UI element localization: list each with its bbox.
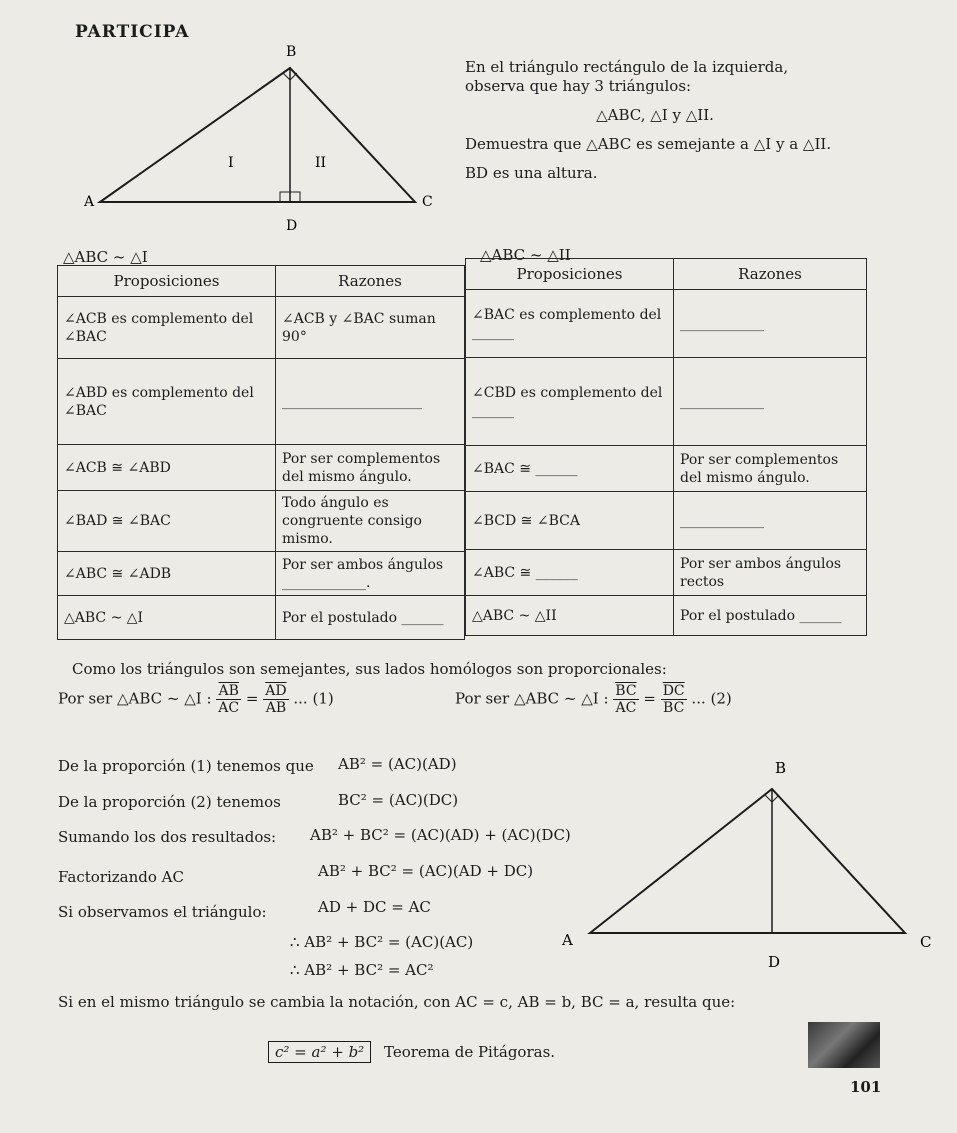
pythagoras-portrait xyxy=(808,1022,880,1068)
table1-header-prop: Proposiciones xyxy=(58,266,276,297)
page-title: PARTICIPA xyxy=(75,22,190,42)
table1-cell: Por ser ambos ángulos ____________. xyxy=(276,552,465,596)
por-ser-2: Por ser △ABC ~ △I : xyxy=(455,689,609,708)
proportion-2: Por ser △ABC ~ △I : $\frac{\overline{BC}}{AC}$ = $\frac{\overline{DC}}{BC}$ ... (2) xyxy=(455,683,732,716)
table1-caption: △ABC ~ △I xyxy=(63,248,148,266)
table2-header-raz: Razones xyxy=(674,259,867,290)
vertex-c-label: C xyxy=(920,933,932,951)
por-ser-1: Por ser △ABC ~ △I : xyxy=(58,689,212,708)
vertex-d-label: D xyxy=(768,953,781,971)
table2-caption: △ABC ~ △II xyxy=(480,246,571,264)
triangle-figure-bottom xyxy=(560,755,940,980)
formula-box: c² = a² + b² xyxy=(268,1041,371,1063)
triangle-figure-top xyxy=(80,40,440,240)
vertex-d-label: D xyxy=(286,218,298,234)
table1 xyxy=(57,265,465,640)
vertex-b-label: B xyxy=(286,44,297,60)
fraction-dc-bc: $\frac{\overline{DC}}{BC}$ xyxy=(662,683,685,716)
intro-p2: △ABC, △I y △II. xyxy=(596,106,714,124)
notation-line: Si en el mismo triángulo se cambia la notación, con AC = c, AB = b, BC = a, resulta que: xyxy=(58,993,736,1011)
equation-p1: AB² = (AC)(AD) xyxy=(338,755,457,773)
proportion-1: Por ser △ABC ~ △I : $\frac{\overline{AB}}{AC}$ = $\frac{\overline{AD}}{AB}$ ... (1) xyxy=(58,683,334,716)
table1-cell: Todo ángulo es congruente consigo mismo. xyxy=(276,491,465,552)
table1-cell: ∠ACB ≅ ∠ABD xyxy=(58,445,276,491)
table2-cell: ____________ xyxy=(674,358,867,446)
table2-cell: ∠BAC ≅ ______ xyxy=(466,446,674,492)
table2-cell: Por ser ambos ángulos rectos xyxy=(674,550,867,596)
label-proportion-1: De la proporción (1) tenemos que xyxy=(58,757,314,775)
fraction-ab-ac: $\frac{\overline{AB}}{AC}$ xyxy=(218,683,240,716)
label-factorizing: Factorizando AC xyxy=(58,868,184,886)
equation-observe: AD + DC = AC xyxy=(318,898,431,916)
tag-1: ... (1) xyxy=(293,689,334,708)
vertex-c-label: C xyxy=(422,194,433,210)
vertex-a-label: A xyxy=(562,931,573,949)
table1-cell: Por el postulado ______ xyxy=(276,596,465,640)
fraction-bc-ac: $\frac{\overline{BC}}{AC}$ xyxy=(615,683,637,716)
table1-cell: ∠BAD ≅ ∠BAC xyxy=(58,491,276,552)
table2-cell: ∠ABC ≅ ______ xyxy=(466,550,674,596)
table1-cell: ∠ABC ≅ ∠ADB xyxy=(58,552,276,596)
equation-factor: AB² + BC² = (AC)(AD + DC) xyxy=(318,862,534,880)
table1-cell: ∠ABD es complemento del ∠BAC xyxy=(58,359,276,445)
intro-p1: En el triángulo rectángulo de la izquierda, observa que hay 3 triángulos: xyxy=(465,58,789,95)
page-number: 101 xyxy=(850,1078,882,1096)
table1-cell: ____________________ xyxy=(276,359,465,445)
fraction-ad-ab: $\frac{\overline{AD}}{AB}$ xyxy=(265,683,287,716)
table2-cell: △ABC ~ △II xyxy=(466,596,674,636)
pythagoras-formula xyxy=(268,1043,555,1061)
vertex-a-label: A xyxy=(84,194,95,210)
table2-cell: ____________ xyxy=(674,290,867,358)
table2-cell: ____________ xyxy=(674,492,867,550)
proof-line1: Como los triángulos son semejantes, sus lados homólogos son proporcionales: xyxy=(72,660,667,678)
intro-p4: BD es una altura. xyxy=(465,164,598,182)
region-i-label: I xyxy=(228,155,234,171)
table1-cell: Por ser complementos del mismo ángulo. xyxy=(276,445,465,491)
intro-p3: Demuestra que △ABC es semejante a △I y a △II. xyxy=(465,135,832,153)
table2-cell: ∠BAC es complemento del ______ xyxy=(466,290,674,358)
equation-therefore-2: ∴ AB² + BC² = AC² xyxy=(290,961,434,979)
table2-cell: ∠CBD es complemento del ______ xyxy=(466,358,674,446)
table2-cell: Por ser complementos del mismo ángulo. xyxy=(674,446,867,492)
theorem-label: Teorema de Pitágoras. xyxy=(383,1043,556,1061)
label-sum: Sumando los dos resultados: xyxy=(58,828,277,846)
table1-cell: △ABC ~ △I xyxy=(58,596,276,640)
region-ii-label: II xyxy=(315,155,327,171)
table1-cell: ∠ACB y ∠BAC suman 90° xyxy=(276,297,465,359)
equation-p2: BC² = (AC)(DC) xyxy=(338,791,459,809)
label-observe: Si observamos el triángulo: xyxy=(58,903,267,921)
label-proportion-2: De la proporción (2) tenemos xyxy=(58,793,281,811)
intro-text xyxy=(465,58,845,193)
table1-header-raz: Razones xyxy=(276,266,465,297)
tag-2: ... (2) xyxy=(691,689,732,708)
vertex-b-label: B xyxy=(775,759,787,777)
table2-cell: Por el postulado ______ xyxy=(674,596,867,636)
table1-cell: ∠ACB es complemento del ∠BAC xyxy=(58,297,276,359)
table2 xyxy=(465,258,867,636)
equation-sum: AB² + BC² = (AC)(AD) + (AC)(DC) xyxy=(310,826,571,844)
equation-therefore-1: ∴ AB² + BC² = (AC)(AC) xyxy=(290,933,474,951)
table2-cell: ∠BCD ≅ ∠BCA xyxy=(466,492,674,550)
table2-header-prop: Proposiciones xyxy=(466,259,674,290)
